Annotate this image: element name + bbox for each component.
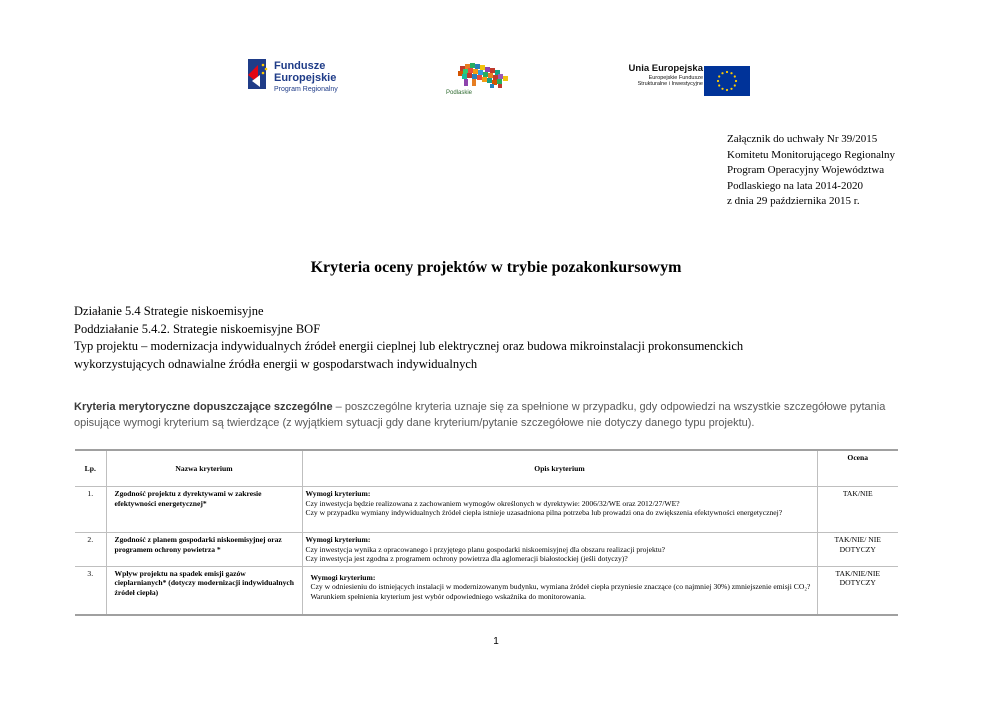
- ue-logo-line2: Europejskie Fundusze: [648, 74, 703, 81]
- opis-line: Czy inwestycja będzie realizowana z zachowaniem wymogów określonych w dyrektywie: 2006/32/WE oraz 2012/27/WE?: [305, 498, 680, 508]
- opis-heading: Wymogi kryterium:: [305, 489, 371, 498]
- header-name: Nazwa kryterium: [106, 450, 302, 487]
- row-name: Wpływ projektu na spadek emisji gazów cieplarnianych* (dotyczy modernizacji indywidualnych źródeł ciepła): [106, 566, 302, 615]
- row-opis: [302, 566, 817, 615]
- annotation-line: Załącznik do uchwały Nr 39/2015: [727, 133, 878, 145]
- fundusze-europejskie-mark-icon: [244, 57, 270, 91]
- ue-logo-line3: Strukturalne i Inwestycyjne: [637, 81, 703, 88]
- annotation-line: z dnia 29 października 2015 r.: [727, 195, 860, 208]
- row-ocena: TAK/NIE/NIE DOTYCZY: [817, 566, 898, 615]
- resolution-annotation: [727, 132, 895, 210]
- annotation-line: Podlaskiego na lata 2014-2020: [727, 179, 863, 192]
- header-opis: Opis kryterium: [302, 450, 817, 487]
- header-lp: Lp.: [75, 450, 106, 487]
- annotation-line: Program Operacyjny Województwa: [727, 164, 885, 177]
- opis-heading: Wymogi kryterium:: [310, 572, 376, 582]
- row-name: Zgodność projektu z dyrektywami w zakresie efektywności energetycznej*: [106, 487, 302, 533]
- opis-line: Czy w przypadku wymiany indywidualnych źródeł ciepła istnieje uzasadniona pilna potrzeba lub prowadzi ona do zwiększenia efektywności energetycznej?: [305, 508, 783, 518]
- project-info: [74, 303, 924, 373]
- row-lp: 2.: [75, 533, 106, 567]
- page-number: 1: [493, 636, 499, 647]
- criteria-table: [75, 449, 898, 616]
- opis-line: Czy w odniesieniu do istniejących instalacji w modernizowanym budynku, wymiana źródeł ciepła przyniesie znaczące (co najmniej 30%) zmniejszenie emisji CO₂? Warunkiem spełnienia kryterium jest wybór odpowiedniego wskaźnika do monitorowania.: [310, 582, 811, 601]
- criteria-intro-text: – poszczególne kryteria uznaje się za spełnione w przypadku, gdy odpowiedzi na wszystkie szczegółowe pytania opisujące wymogi kryterium są twierdzące (z wyjątkiem sytuacji gdy dane kryterium/pytanie szczegółowe nie dotyczy danego typu projektu).: [74, 401, 886, 429]
- fe-logo-line3: Program Regionalny: [274, 86, 338, 94]
- opis-heading: Wymogi kryterium:: [305, 535, 371, 544]
- table-row: [75, 533, 898, 567]
- table-header-row: [75, 450, 898, 487]
- poddzialanie-line: Poddziałanie 5.4.2. Strategie niskoemisyjne BOF: [74, 321, 321, 336]
- row-lp: 1.: [75, 487, 106, 533]
- document-title: Kryteria oceny projektów w trybie pozakonkursowym: [310, 259, 682, 276]
- fe-logo-line2: Europejskie: [274, 71, 337, 84]
- row-opis: [302, 533, 817, 567]
- dzialanie-line: Działanie 5.4 Strategie niskoemisyjne: [74, 304, 264, 318]
- eu-flag-icon: [704, 66, 750, 96]
- logo-unia-europejska: [608, 60, 753, 100]
- row-ocena: TAK/NIE/ NIE DOTYCZY: [817, 533, 898, 567]
- table-row: [75, 566, 898, 615]
- logo-fundusze-europejskie: [244, 55, 354, 95]
- fe-logo-line1: Fundusze: [274, 60, 326, 72]
- opis-line: Czy inwestycja wynika z opracowanego i przyjętego planu gospodarki niskoemisyjnej dla obszaru realizacji projektu?: [305, 544, 666, 554]
- row-name: Zgodność z planem gospodarki niskoemisyjnej oraz programem ochrony powietrza *: [106, 533, 302, 567]
- criteria-intro: [74, 400, 904, 431]
- logo-podlaskie: [440, 58, 524, 102]
- table-row: [75, 487, 898, 533]
- criteria-intro-lead: Kryteria merytoryczne dopuszczające szczególne: [74, 401, 333, 413]
- annotation-line: Komitetu Monitorującego Regionalny: [727, 148, 896, 161]
- header-ocena: Ocena: [817, 450, 898, 487]
- row-lp: 3.: [75, 566, 106, 615]
- row-ocena: TAK/NIE: [817, 487, 898, 533]
- podlaskie-label: Podlaskie: [446, 90, 473, 96]
- row-opis: [302, 487, 817, 533]
- opis-line: Czy inwestycja jest zgodna z programem ochrony powietrza dla aglomeracji białostockiej (jeśli dotyczy)?: [305, 554, 628, 564]
- typ-projektu-line1: Typ projektu – modernizacja indywidualnych źródeł energii cieplnej lub elektrycznej oraz budowa mikroinstalacji prokonsumenckich: [74, 339, 744, 353]
- typ-projektu-line2: wykorzystujących odnawialne źródła energii w gospodarstwach indywidualnych: [74, 356, 478, 371]
- ue-logo-line1: Unia Europejska: [628, 63, 703, 74]
